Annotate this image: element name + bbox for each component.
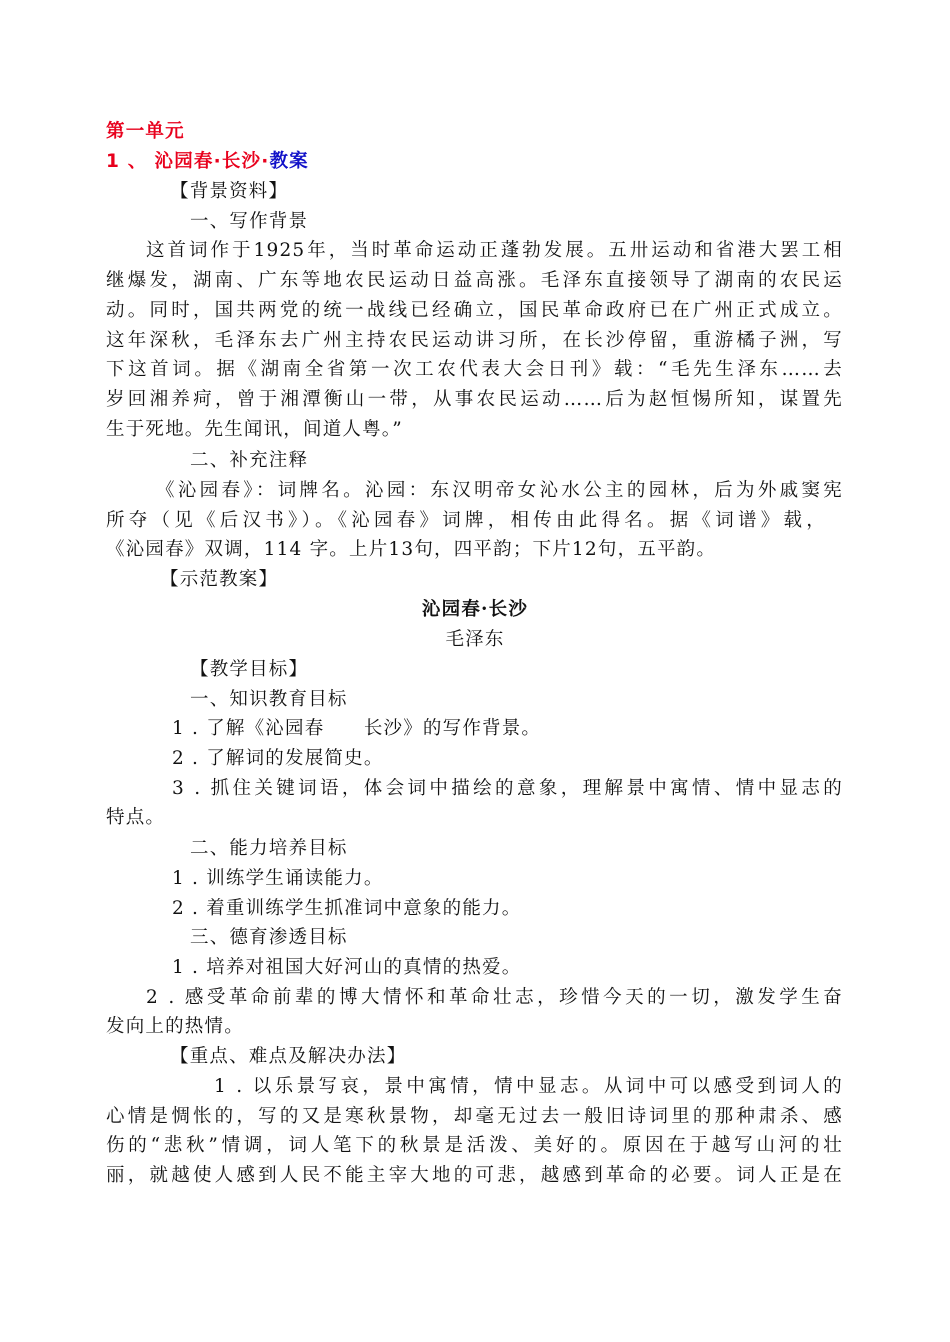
unit-heading: 第一单元 [106,121,185,142]
key-line: 丽，就越使人感到人民不能主宰大地的可悲，越感到革命的必要。词人正是在 [106,1165,843,1186]
goal1-header: 一、知识教育目标 [190,689,348,710]
goals-header: 【教学目标】 [190,659,309,680]
poem-title: 沁园春·长沙 [421,599,529,620]
section-notes: 二、补充注释 [190,450,309,471]
paragraph-line: 下这首词。据《湖南全省第一次工农代表大会日刊》载：“毛先生泽东……去 [106,359,843,380]
paragraph-line: 继爆发，湖南、广东等地农民运动日益高涨。毛泽东直接领导了湖南的农民运 [106,270,843,291]
goal2-item: 2 . 着重训练学生抓准词中意象的能力。 [172,898,522,919]
poem-author: 毛泽东 [445,629,505,650]
goal2-item: 1 . 训练学生诵读能力。 [172,868,384,889]
goal2-header: 二、能力培养目标 [190,838,348,859]
key-header: 【重点、难点及解决办法】 [170,1046,407,1067]
key-line: 1 . 以乐景写哀，景中寓情，情中显志。从词中可以感受到词人的 [214,1076,843,1097]
goal1-item-continued: 特点。 [106,807,166,828]
notes-line: 《沁园春》双调，114 字。上片13句，四平韵；下片12句，五平韵。 [106,539,717,560]
lesson-title [106,150,309,174]
lesson-title-blue: 教案 [269,151,309,172]
goal3-item: 2 . 感受革命前辈的博大情怀和革命壮志，珍惜今天的一切，激发学生奋 [146,987,843,1008]
paragraph-line: 动。同时，国共两党的统一战线已经确立，国民革命政府已在广州正式成立。 [106,300,843,321]
notes-line: 所夺（见《后汉书》）。《沁园春》词牌，相传由此得名。据《词谱》载， [106,510,826,531]
goal3-item: 1 . 培养对祖国大好河山的真情的热爱。 [172,957,522,978]
key-line: 伤的“悲秋”情调，词人笔下的秋景是活泼、美好的。原因在于越写山河的壮 [106,1135,843,1156]
section-writing-background: 一、写作背景 [190,211,309,232]
paragraph-line: 这年深秋，毛泽东去广州主持农民运动讲习所，在长沙停留，重游橘子洲，写 [106,330,843,351]
notes-line: 《沁园春》：词牌名。沁园：东汉明帝女沁水公主的园林，后为外戚窦宪 [156,480,843,501]
lesson-number: 1 、 [106,151,148,172]
background-header: 【背景资料】 [170,181,289,202]
demo-header: 【示范教案】 [160,569,279,590]
key-line: 心情是惆怅的，写的又是寒秋景物，却毫无过去一般旧诗词里的那种肃杀、感 [106,1106,843,1127]
goal1-item: 1 . 了解《沁园春 长沙》的写作背景。 [172,718,542,739]
goal1-item: 2 . 了解词的发展简史。 [172,748,384,769]
goal3-item-continued: 发向上的热情。 [106,1016,244,1037]
goal3-header: 三、德育渗透目标 [190,927,348,948]
goal1-item: 3 . 抓住关键词语，体会词中描绘的意象，理解景中寓情、情中显志的 [172,778,843,799]
paragraph-line: 这首词作于1925年，当时革命运动正蓬勃发展。五卅运动和省港大罢工相 [146,240,843,261]
lesson-title-red: 沁园春·长沙· [154,151,270,172]
paragraph-line: 岁回湘养疴，曾于湘潭衡山一带，从事农民运动……后为赵恒惕所知，谋置先 [106,389,843,410]
paragraph-line: 生于死地。先生闻讯，间道人粤。” [106,419,403,440]
